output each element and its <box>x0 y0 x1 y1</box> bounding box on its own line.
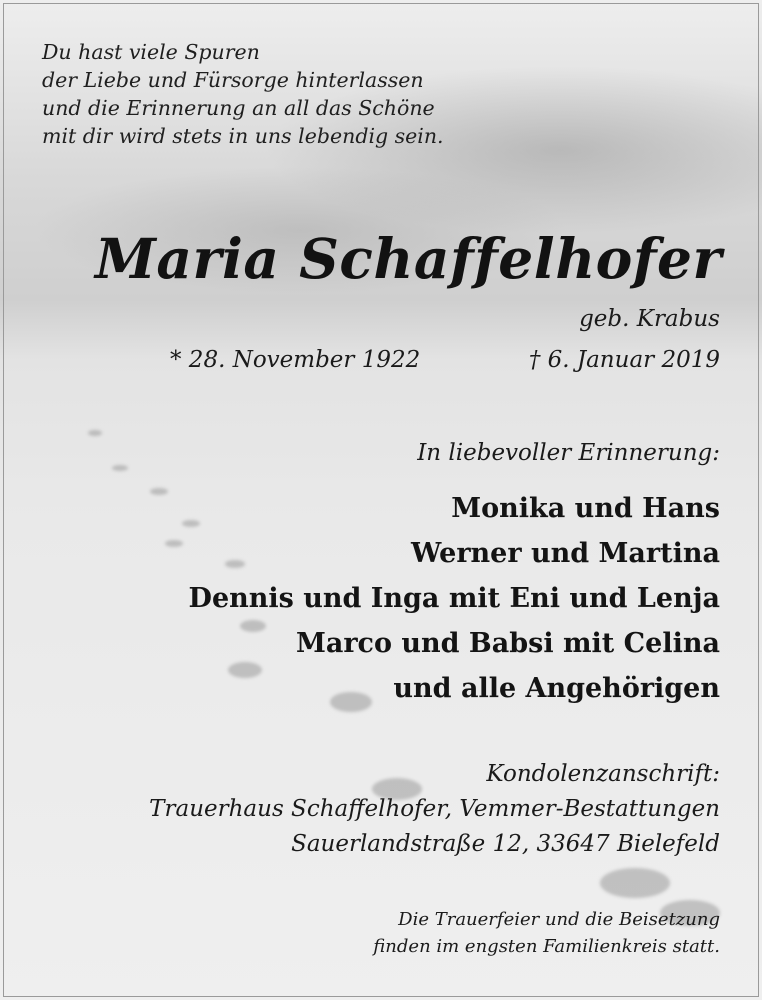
funeral-note-line: Die Trauerfeier und die Beisetzung <box>398 909 720 930</box>
funeral-note-line: finden im engsten Familienkreis statt. <box>373 936 720 957</box>
poem-line: der Liebe und Fürsorge hinterlassen <box>42 68 424 92</box>
memory-heading: In liebevoller Erinnerung: <box>417 440 720 466</box>
mourner-line: Dennis und Inga mit Eni und Lenja <box>188 583 720 614</box>
condolence-heading: Kondolenzanschrift: <box>486 761 720 787</box>
mourners-list <box>189 486 720 711</box>
poem-line: Du hast viele Spuren <box>42 40 260 64</box>
poem-line: mit dir wird stets in uns lebendig sein. <box>42 124 444 148</box>
condolence-address <box>149 757 720 862</box>
condolence-line: Trauerhaus Schaffelhofer, Vemmer-Bestattungen <box>149 796 720 822</box>
life-dates <box>170 347 720 373</box>
maiden-name: geb. Krabus <box>579 306 720 332</box>
mourner-line: und alle Angehörigen <box>393 673 720 704</box>
deceased-name: Maria Schaffelhofer <box>94 226 722 291</box>
mourner-line: Monika und Hans <box>451 493 720 524</box>
mourner-line: Marco und Babsi mit Celina <box>295 628 720 659</box>
funeral-note <box>373 906 720 960</box>
death-date: † 6. Januar 2019 <box>528 347 720 373</box>
birth-date: * 28. November 1922 <box>170 347 421 373</box>
memorial-poem <box>42 38 444 150</box>
poem-line: und die Erinnerung an all das Schöne <box>42 96 435 120</box>
mourner-line: Werner und Martina <box>411 538 720 569</box>
condolence-line: Sauerlandstraße 12, 33647 Bielefeld <box>291 831 720 857</box>
